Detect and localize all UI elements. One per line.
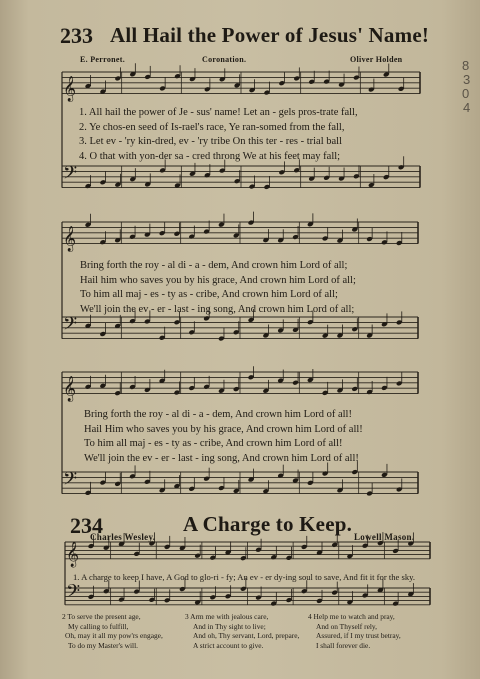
stanza-line: 2 To serve the present age,: [62, 612, 141, 621]
treble-clef: 𝄞: [66, 541, 80, 567]
stanza-line: I shall forever die.: [316, 640, 371, 650]
treble-clef: 𝄞: [63, 76, 77, 102]
stanza-line: And on Thyself rely,: [316, 621, 377, 631]
stanza-line: 4 Help me to watch and pray,: [308, 612, 395, 621]
music-credit: Oliver Holden: [350, 55, 403, 64]
stanza-line: Assured, if I my trust betray,: [316, 631, 401, 641]
lyric-line: 2. Ye chos-en seed of Is-rael's race, Ye ran-somed from the fall,: [79, 121, 345, 133]
stanza-line: Oh, may it all my pow'rs engage,: [65, 631, 163, 641]
stanza-line: 3 Arm me with jealous care,: [185, 612, 269, 621]
bass-clef: 𝄢: [63, 163, 78, 189]
system-3-lyrics: [84, 408, 363, 466]
system-2-lyrics: [80, 259, 356, 317]
lyric-line: Hail him who saves you by his grace, And crown him Lord of all;: [80, 274, 356, 286]
margin-mark: 4: [463, 100, 471, 115]
lyric-line: To him all maj - es - ty as - cribe, And crown him Lord of all;: [80, 289, 338, 301]
stanza-4: [308, 612, 401, 650]
treble-clef: 𝄞: [63, 226, 77, 252]
bass-clef: 𝄢: [63, 469, 78, 495]
stanza-line: My calling to fulfill,: [68, 621, 129, 631]
system-1-lyrics: [79, 106, 358, 164]
tune-name: Coronation.: [202, 55, 247, 64]
lyric-line: 1. All hail the power of Je - sus' name! Let an - gels pros-trate fall,: [79, 107, 358, 118]
hymn-title: A Charge to Keep.: [183, 512, 353, 536]
hymn-number: 234: [70, 513, 103, 538]
hymn-title: All Hail the Power of Jesus' Name!: [110, 23, 430, 47]
words-credit: Charles Wesley.: [90, 532, 156, 542]
hymn-234-verse-1: 1. A charge to keep I have, A God to glo-ri - fy; An ev - er dy-ing soul to save, And fit it for the sky.: [73, 572, 416, 582]
lyric-line: Bring forth the roy - al di - a - dem, And crown him Lord of all;: [80, 260, 348, 271]
lyric-line: We'll join the ev - er - last - ing song, And crown him Lord of all;: [80, 303, 355, 315]
margin-mark: 8: [462, 58, 470, 73]
lyric-line: We'll join the ev - er - last - ing song, And crown him Lord of all!: [84, 452, 359, 464]
lyric-line: Hail Him who saves you by his grace, And crown him Lord of all!: [84, 423, 363, 435]
stanza-2: [62, 612, 163, 650]
bass-clef: 𝄢: [66, 581, 81, 607]
stanza-line: To do my Master's will.: [68, 640, 138, 650]
stanza-line: And oh, Thy servant, Lord, prepare,: [193, 631, 300, 641]
words-credit: E. Perronet.: [80, 55, 125, 64]
hymn-number: 233: [60, 23, 93, 48]
margin-mark: 0: [462, 86, 470, 101]
lyric-line: 4. O that with yon-der sa - cred throng We at his feet may fall;: [79, 150, 341, 162]
lyric-line: Bring forth the roy - al di - a - dem, And crown him Lord of all!: [84, 409, 352, 420]
stanza-line: A strict account to give.: [193, 640, 264, 650]
bass-clef: 𝄢: [63, 314, 78, 340]
margin-mark: 3: [463, 72, 471, 87]
stanza-3: [185, 612, 299, 650]
lyric-line: 3. Let ev - 'ry kin-dred, ev - 'ry tribe On this ter - res - trial ball: [79, 136, 342, 148]
treble-clef: 𝄞: [63, 376, 77, 402]
stanza-line: And in Thy sight to live;: [193, 621, 266, 631]
lyric-line: To him all maj - es - ty as - cribe, And crown him Lord of all!: [84, 438, 343, 450]
music-credit: Lowell Mason.: [354, 532, 415, 542]
